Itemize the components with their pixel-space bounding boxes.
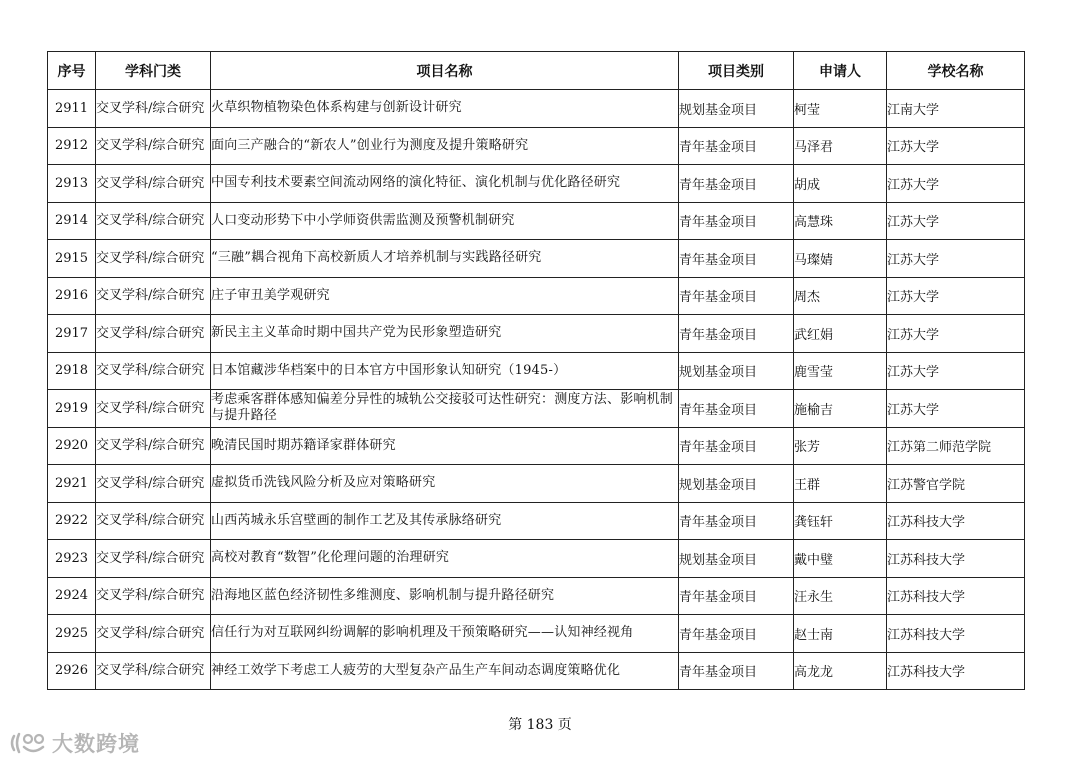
cell-school: 江苏大学 [887,277,1025,315]
cell-project-type: 青年基金项目 [679,277,794,315]
cell-project-name: 新民主主义革命时期中国共产党为民形象塑造研究 [211,315,679,353]
cell-project-name: 日本馆藏涉华档案中的日本官方中国形象认知研究（1945-） [211,352,679,390]
cell-school: 江南大学 [887,90,1025,128]
cell-applicant: 马璨婧 [794,240,887,278]
cell-school: 江苏大学 [887,202,1025,240]
cell-project-name: 信任行为对互联网纠纷调解的影响机理及干预策略研究——认知神经视角 [211,615,679,653]
cell-project-name: 晚清民国时期苏籍译家群体研究 [211,427,679,465]
cell-subject: 交叉学科/综合研究 [96,127,211,165]
cell-applicant: 赵士南 [794,615,887,653]
cell-subject: 交叉学科/综合研究 [96,577,211,615]
table-row [48,202,1025,240]
table-row [48,240,1025,278]
watermark [8,729,140,757]
cell-subject: 交叉学科/综合研究 [96,315,211,353]
table-row [48,165,1025,203]
cell-subject: 交叉学科/综合研究 [96,615,211,653]
cell-project-type: 青年基金项目 [679,240,794,278]
cell-subject: 交叉学科/综合研究 [96,427,211,465]
cell-project-name: 虚拟货币洗钱风险分析及应对策略研究 [211,465,679,503]
cell-school: 江苏大学 [887,315,1025,353]
cell-applicant: 胡成 [794,165,887,203]
cell-project-name: 庄子审丑美学观研究 [211,277,679,315]
cell-no: 2911 [48,90,96,128]
cell-applicant: 汪永生 [794,577,887,615]
cell-applicant: 戴中璧 [794,540,887,578]
cell-subject: 交叉学科/综合研究 [96,502,211,540]
cell-project-type: 青年基金项目 [679,615,794,653]
cell-project-type: 青年基金项目 [679,427,794,465]
cell-applicant: 武红娟 [794,315,887,353]
cell-no: 2926 [48,652,96,690]
table-row [48,277,1025,315]
cell-subject: 交叉学科/综合研究 [96,165,211,203]
table-row [48,352,1025,390]
cell-project-name: 中国专利技术要素空间流动网络的演化特征、演化机制与优化路径研究 [211,165,679,203]
cell-subject: 交叉学科/综合研究 [96,277,211,315]
cell-applicant: 高慧珠 [794,202,887,240]
header-subject: 学科门类 [96,52,211,90]
cell-project-type: 青年基金项目 [679,577,794,615]
cell-no: 2918 [48,352,96,390]
cell-subject: 交叉学科/综合研究 [96,352,211,390]
table-row [48,615,1025,653]
cell-no: 2924 [48,577,96,615]
cell-school: 江苏科技大学 [887,577,1025,615]
cell-project-type: 青年基金项目 [679,390,794,428]
cell-school: 江苏大学 [887,240,1025,278]
cell-project-type: 规划基金项目 [679,465,794,503]
header-project-name: 项目名称 [211,52,679,90]
table-row [48,427,1025,465]
table-header-row [48,52,1025,90]
cell-no: 2913 [48,165,96,203]
cell-project-type: 青年基金项目 [679,202,794,240]
cell-project-type: 规划基金项目 [679,90,794,128]
cell-applicant: 张芳 [794,427,887,465]
cell-no: 2922 [48,502,96,540]
cell-applicant: 周杰 [794,277,887,315]
cell-school: 江苏大学 [887,390,1025,428]
cell-subject: 交叉学科/综合研究 [96,202,211,240]
cell-project-name: 沿海地区蓝色经济韧性多维测度、影响机制与提升路径研究 [211,577,679,615]
cell-project-name: “三融”耦合视角下高校新质人才培养机制与实践路径研究 [211,240,679,278]
cell-project-name: 火草织物植物染色体系构建与创新设计研究 [211,90,679,128]
cell-project-name: 人口变动形势下中小学师资供需监测及预警机制研究 [211,202,679,240]
cell-project-name: 考虑乘客群体感知偏差分异性的城轨公交接驳可达性研究：测度方法、影响机制与提升路径 [211,390,679,428]
table-row [48,577,1025,615]
cell-subject: 交叉学科/综合研究 [96,652,211,690]
cell-no: 2919 [48,390,96,428]
cell-no: 2920 [48,427,96,465]
cell-project-name: 高校对教育“数智”化伦理问题的治理研究 [211,540,679,578]
cell-subject: 交叉学科/综合研究 [96,465,211,503]
cell-project-type: 规划基金项目 [679,352,794,390]
cell-applicant: 龚钰轩 [794,502,887,540]
header-project-type: 项目类别 [679,52,794,90]
cell-applicant: 柯莹 [794,90,887,128]
header-school: 学校名称 [887,52,1025,90]
watermark-text: 大数跨境 [52,732,140,756]
cell-school: 江苏大学 [887,352,1025,390]
cell-school: 江苏科技大学 [887,652,1025,690]
table-row [48,390,1025,428]
table-row [48,502,1025,540]
cell-applicant: 高龙龙 [794,652,887,690]
cell-project-type: 青年基金项目 [679,165,794,203]
cell-subject: 交叉学科/综合研究 [96,90,211,128]
cell-no: 2923 [48,540,96,578]
header-applicant: 申请人 [794,52,887,90]
cell-project-type: 规划基金项目 [679,540,794,578]
cell-subject: 交叉学科/综合研究 [96,540,211,578]
cell-project-name: 神经工效学下考虑工人疲劳的大型复杂产品生产车间动态调度策略优化 [211,652,679,690]
table-row [48,540,1025,578]
cell-subject: 交叉学科/综合研究 [96,240,211,278]
cell-school: 江苏大学 [887,127,1025,165]
cell-school: 江苏科技大学 [887,540,1025,578]
cell-school: 江苏科技大学 [887,502,1025,540]
page-number: 第 183 页 [508,717,572,733]
cell-project-type: 青年基金项目 [679,502,794,540]
cell-applicant: 施榆吉 [794,390,887,428]
cell-school: 江苏第二师范学院 [887,427,1025,465]
table-row [48,652,1025,690]
table-row [48,315,1025,353]
cell-no: 2916 [48,277,96,315]
cell-school: 江苏警官学院 [887,465,1025,503]
cell-project-name: 山西芮城永乐宫壁画的制作工艺及其传承脉络研究 [211,502,679,540]
table-row [48,127,1025,165]
cell-project-type: 青年基金项目 [679,127,794,165]
cell-school: 江苏大学 [887,165,1025,203]
project-table [47,51,1025,690]
cell-no: 2912 [48,127,96,165]
cell-applicant: 王群 [794,465,887,503]
logo-icon [8,730,48,756]
cell-no: 2921 [48,465,96,503]
header-no: 序号 [48,52,96,90]
cell-no: 2915 [48,240,96,278]
cell-project-type: 青年基金项目 [679,315,794,353]
cell-project-type: 青年基金项目 [679,652,794,690]
cell-project-name: 面向三产融合的“新农人”创业行为测度及提升策略研究 [211,127,679,165]
cell-no: 2917 [48,315,96,353]
table-row [48,465,1025,503]
cell-subject: 交叉学科/综合研究 [96,390,211,428]
cell-applicant: 鹿雪莹 [794,352,887,390]
cell-no: 2914 [48,202,96,240]
table-row [48,90,1025,128]
cell-school: 江苏科技大学 [887,615,1025,653]
cell-no: 2925 [48,615,96,653]
cell-applicant: 马泽君 [794,127,887,165]
